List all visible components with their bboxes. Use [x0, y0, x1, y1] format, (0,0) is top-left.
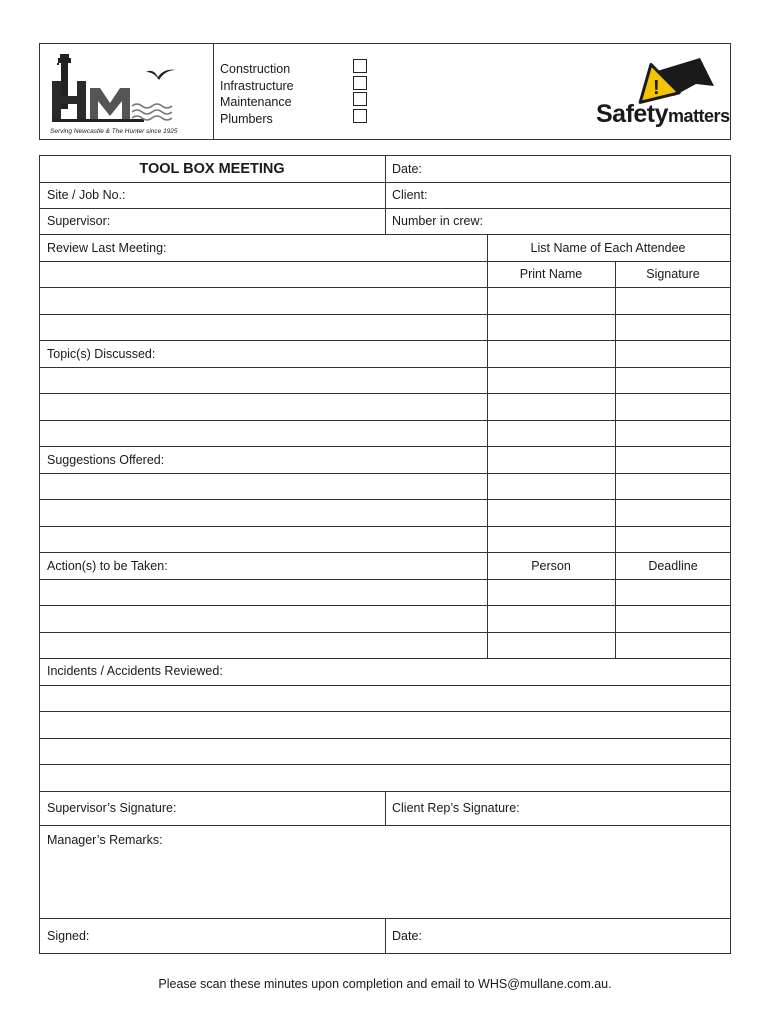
signed-date-label: Date:	[392, 929, 422, 943]
col-rule	[385, 156, 386, 234]
category-infrastructure: Infrastructure	[220, 78, 294, 93]
safety-logo-text	[596, 100, 730, 129]
col-rule	[487, 234, 488, 658]
category-construction: Construction	[220, 62, 291, 76]
signed-date-field[interactable]	[430, 919, 725, 953]
actions-field[interactable]	[45, 580, 483, 658]
incidents-label: Incidents / Accidents Reviewed:	[47, 664, 223, 678]
row-rule	[40, 234, 730, 235]
checkbox-plumbers[interactable]	[353, 109, 367, 123]
signature-header: Signature	[646, 267, 700, 281]
svg-text:!: !	[653, 77, 660, 99]
supervisor-label: Supervisor:	[47, 214, 111, 228]
signed-field[interactable]	[110, 919, 380, 953]
safety-word: Safety	[596, 100, 669, 128]
attendee-signature-fields[interactable]	[618, 288, 728, 656]
supervisor-signature-label: Supervisor’s Signature:	[47, 801, 177, 815]
row-rule	[40, 825, 730, 826]
form-title: TOOL BOX MEETING	[139, 161, 285, 177]
deadline-header: Deadline	[648, 559, 698, 573]
letterhead	[39, 43, 731, 140]
review-last-meeting-field[interactable]	[45, 262, 483, 340]
crew-label: Number in crew:	[392, 214, 483, 228]
checkbox-construction[interactable]	[353, 59, 367, 73]
suggestions-offered-label: Suggestions Offered:	[47, 453, 165, 467]
category-list	[220, 61, 294, 127]
category-checkboxes	[353, 59, 367, 125]
person-header: Person	[531, 559, 571, 573]
suggestions-offered-field[interactable]	[45, 474, 483, 553]
topics-discussed-label: Topic(s) Discussed:	[47, 347, 156, 361]
site-job-label: Site / Job No.:	[47, 188, 126, 202]
client-label: Client:	[392, 188, 428, 202]
logo-tagline: Serving Newcastle & The Hunter since 1925	[50, 128, 178, 135]
managers-remarks-label: Manager’s Remarks:	[47, 833, 163, 847]
col-rule	[385, 791, 386, 825]
topics-discussed-field[interactable]	[45, 368, 483, 447]
checkbox-maintenance[interactable]	[353, 92, 367, 106]
managers-remarks-field[interactable]	[45, 851, 727, 917]
supervisor-signature-field[interactable]	[200, 792, 380, 824]
incidents-field[interactable]	[45, 686, 727, 790]
date-field[interactable]	[425, 157, 725, 181]
client-rep-signature-field[interactable]	[540, 792, 725, 824]
col-rule	[385, 918, 386, 954]
review-last-meeting-label: Review Last Meeting:	[47, 241, 167, 255]
category-maintenance: Maintenance	[220, 95, 292, 109]
date-label: Date:	[392, 162, 422, 176]
footer-note: Please scan these minutes upon completion and email to WHS@mullane.com.au.	[158, 977, 612, 991]
print-name-header: Print Name	[519, 267, 583, 281]
safety-matters-logo	[596, 56, 728, 132]
client-rep-signature-label: Client Rep’s Signature:	[392, 801, 520, 815]
site-job-field[interactable]	[130, 183, 380, 207]
col-rule	[615, 261, 616, 658]
supervisor-field[interactable]	[120, 209, 380, 233]
signed-label: Signed:	[47, 929, 90, 943]
toolbox-form	[39, 155, 731, 954]
category-plumbers: Plumbers	[220, 111, 273, 126]
hm-logo	[44, 48, 209, 136]
matters-word: matters	[668, 106, 730, 126]
header-divider	[213, 44, 214, 139]
row-rule	[40, 658, 730, 659]
checkbox-infrastructure[interactable]	[353, 76, 367, 90]
attendee-header: List Name of Each Attendee	[530, 241, 686, 255]
client-field[interactable]	[435, 183, 725, 207]
actions-label: Action(s) to be Taken:	[47, 559, 168, 573]
crew-field[interactable]	[500, 209, 725, 233]
attendee-print-name-fields[interactable]	[490, 288, 612, 656]
